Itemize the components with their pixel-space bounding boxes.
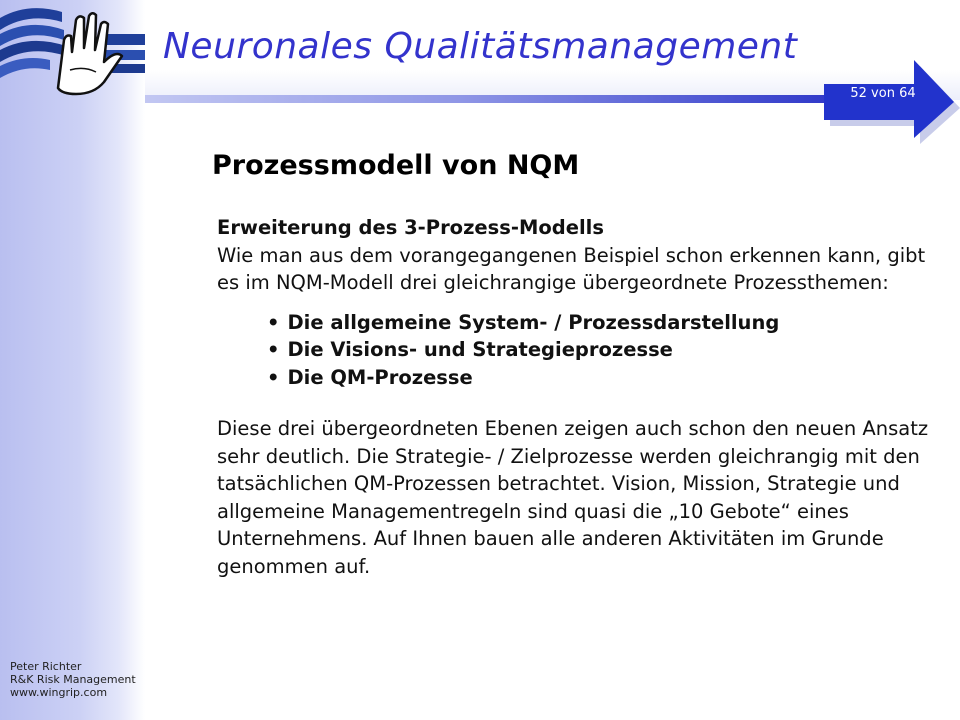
footer-website: www.wingrip.com <box>10 686 108 699</box>
page-counter: 52 von 64 <box>850 86 916 101</box>
sidebar-band <box>0 0 145 720</box>
slide-title: Prozessmodell von NQM <box>212 150 580 181</box>
footer-company: R&K Risk Management <box>10 673 136 686</box>
bullet-list <box>217 309 937 392</box>
intro-paragraph: Wie man aus dem vorangegangenen Beispiel schon erkennen kann, gibt es im NQM-Modell drei gleichrangige übergeordnete Prozessthemen: <box>217 243 926 294</box>
sub-heading: Erweiterung des 3-Prozess-Modells <box>217 216 604 239</box>
bullet-item: • Die QM-Prozesse <box>267 364 937 392</box>
hand-logo-icon <box>0 0 145 100</box>
bullet-item: • Die Visions- und Strategieprozesse <box>267 336 937 364</box>
bullet-item: • Die allgemeine System- / Prozessdarstellung <box>267 309 937 337</box>
header-title: Neuronales Qualitätsmanagement <box>163 26 798 67</box>
slide-content <box>217 214 937 580</box>
footer <box>10 660 136 699</box>
body-paragraph: Diese drei übergeordneten Ebenen zeigen auch schon den neuen Ansatz sehr deutlich. Die Strategie- / Zielprozesse werden gleichrangig mit den tatsächlichen QM-Prozessen betrachtet. Vision, Mission, Strategie und allgemeine Managementregeln sind quasi die „10 Gebote“ eines Unternehmens. Auf Ihnen bauen alle anderen Aktivitäten im Grunde genommen auf. <box>217 417 929 578</box>
arrow-right-icon[interactable] <box>822 58 960 144</box>
footer-author: Peter Richter <box>10 660 82 673</box>
header-line <box>145 95 845 103</box>
